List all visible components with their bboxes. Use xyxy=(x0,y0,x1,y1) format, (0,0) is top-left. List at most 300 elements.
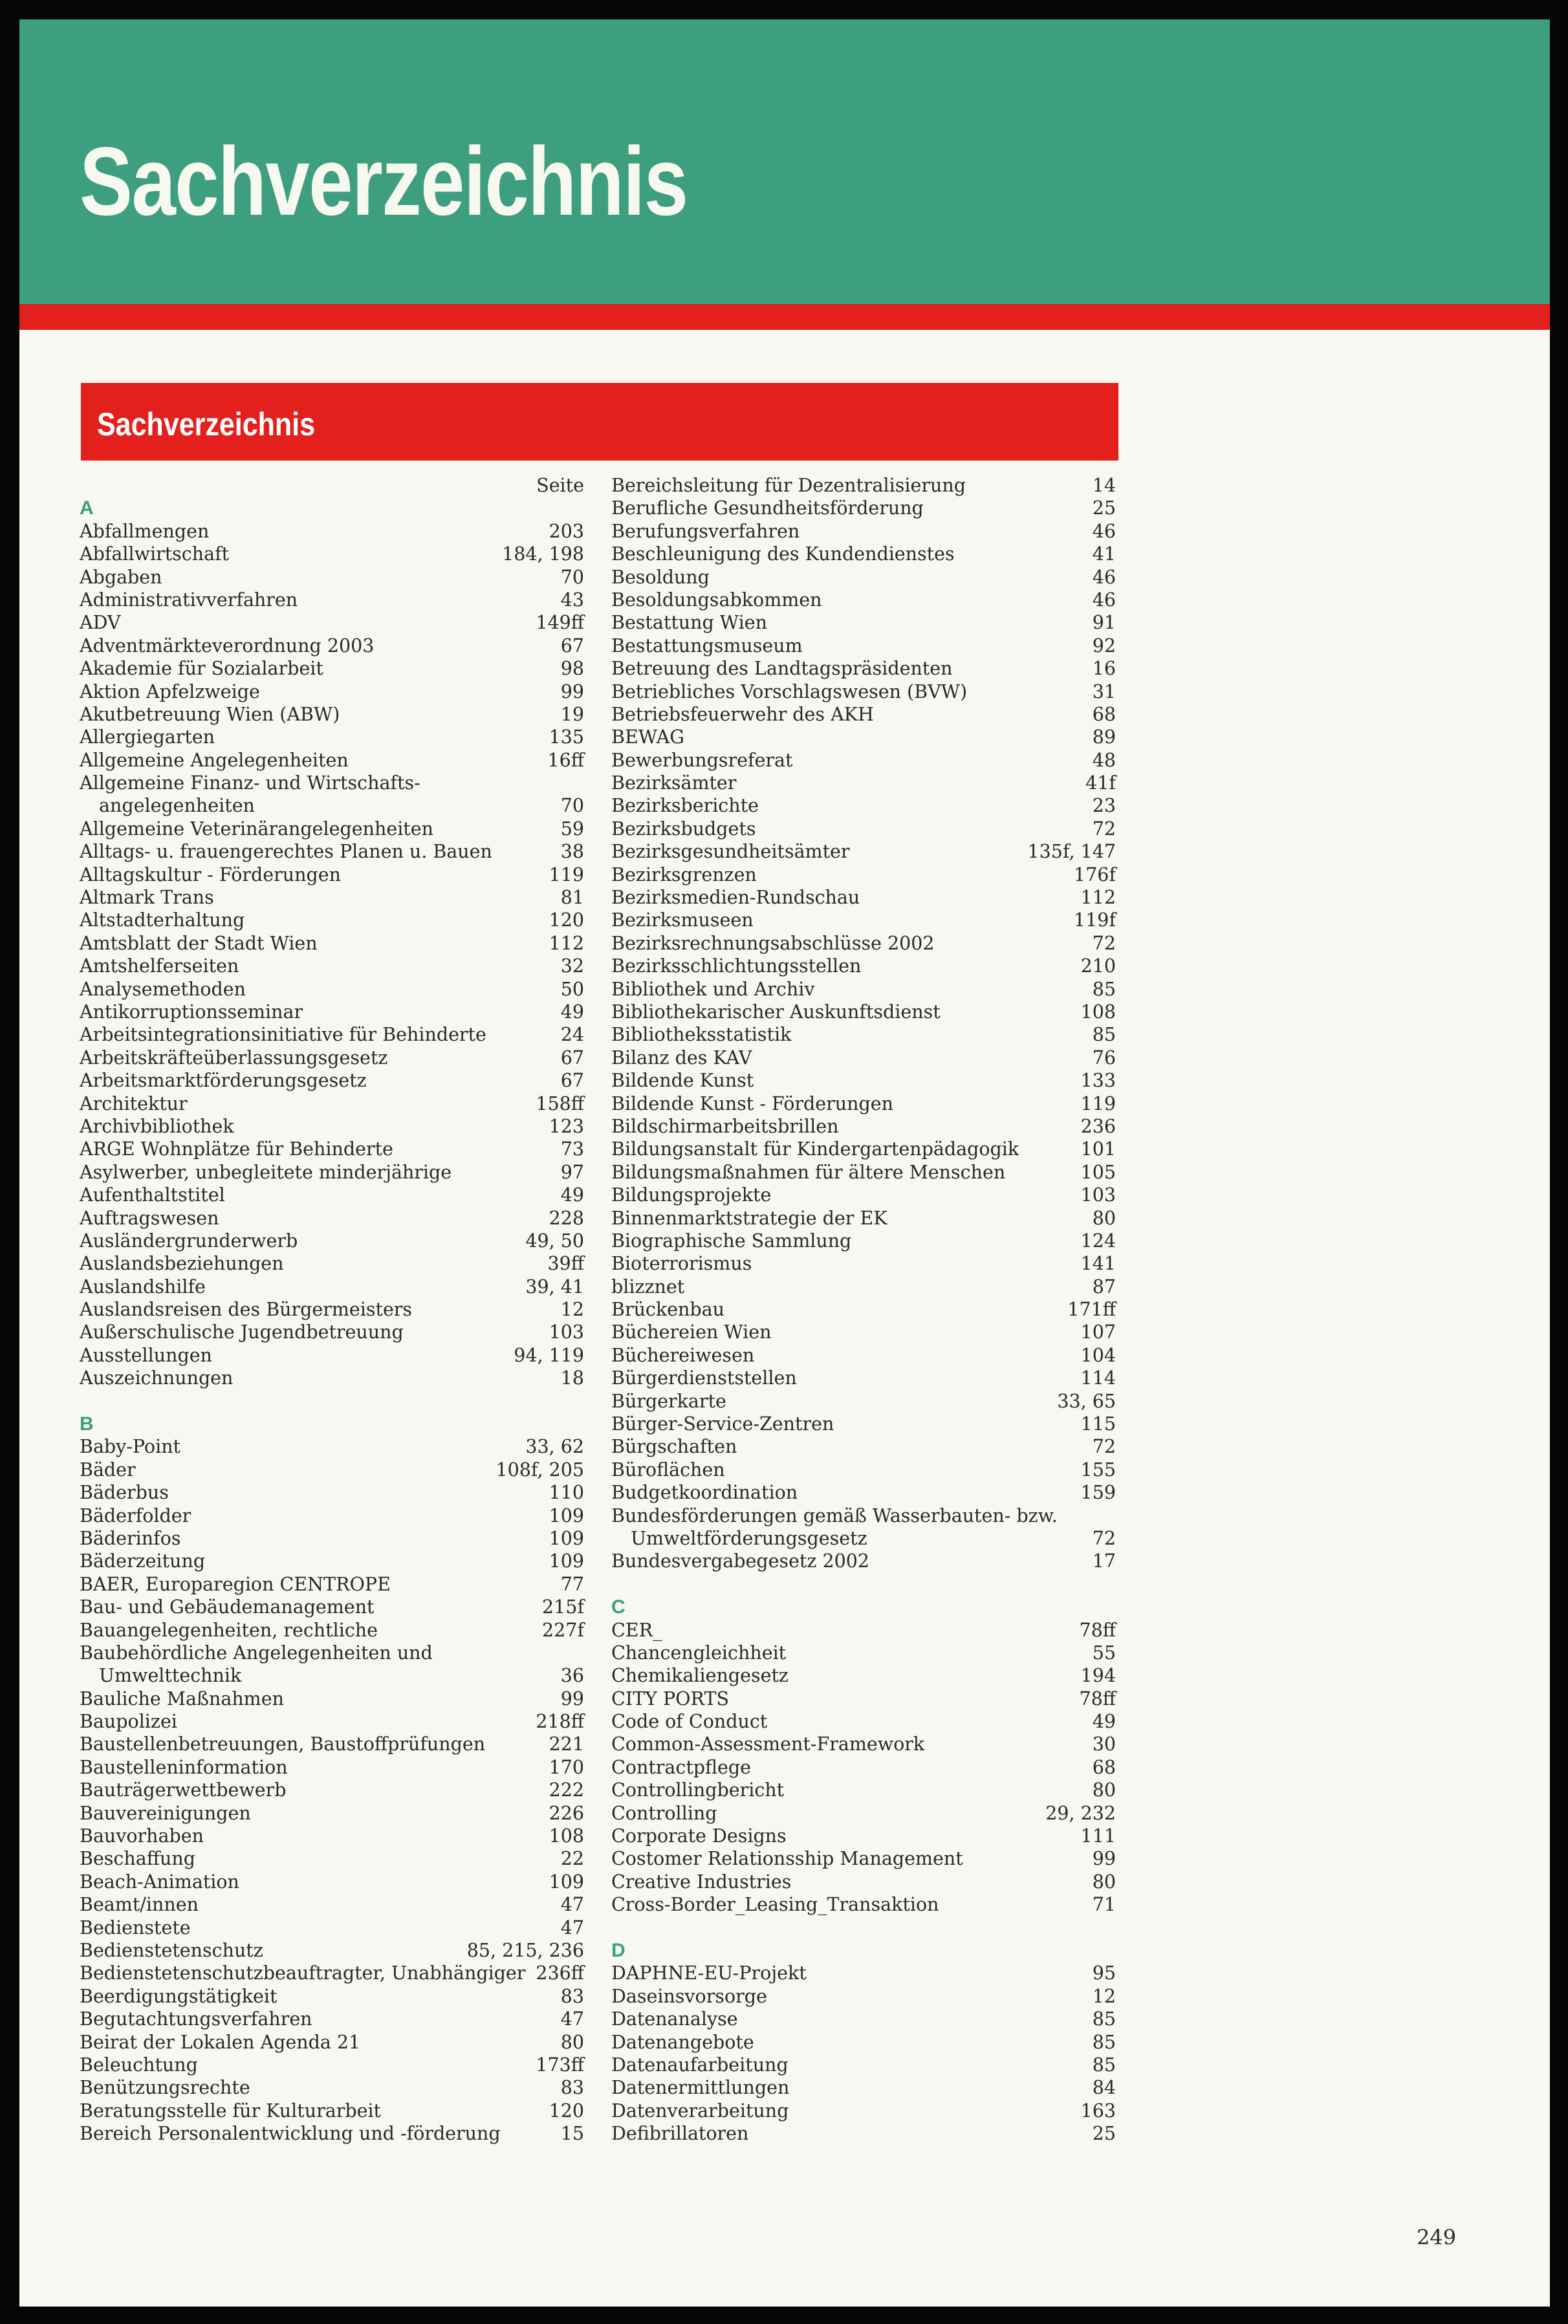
index-entry xyxy=(611,520,1116,543)
index-page-ref: 31 xyxy=(1092,680,1116,702)
index-page-ref: 83 xyxy=(560,1985,584,2007)
index-page-ref: 33, 62 xyxy=(525,1436,584,1458)
index-term: BEWAG xyxy=(611,726,684,748)
index-entry xyxy=(80,1298,584,1321)
index-term: Bezirksgesundheitsämter xyxy=(611,841,850,863)
index-term: Bereich Personalentwicklung und -förderung xyxy=(80,2123,501,2145)
index-term: Bauträgerwettbewerb xyxy=(80,1779,287,1801)
index-page-ref: 109 xyxy=(549,1527,584,1549)
index-page-ref: 135 xyxy=(549,726,584,748)
index-entry xyxy=(80,1435,584,1458)
index-entry xyxy=(80,1115,584,1138)
index-entry xyxy=(80,657,584,680)
index-page-ref: 36 xyxy=(560,1665,584,1687)
index-page-ref: 80 xyxy=(1092,1207,1116,1229)
index-page-ref: 119 xyxy=(549,863,584,885)
index-page-ref: 24 xyxy=(560,1024,584,1046)
index-term: Bürgerdienststellen xyxy=(611,1367,797,1389)
index-term: Archivbibliothek xyxy=(80,1115,234,1137)
index-term: Auszeichnungen xyxy=(80,1367,234,1389)
header-band xyxy=(19,19,1550,304)
header-divider xyxy=(19,304,1550,330)
index-term: Beschleunigung des Kundendienstes xyxy=(611,543,955,565)
index-page-ref: 123 xyxy=(549,1115,584,1137)
index-page-ref: 120 xyxy=(549,2100,584,2122)
index-entry xyxy=(80,1802,584,1825)
index-term: Bewerbungsreferat xyxy=(611,749,793,771)
index-term: Datenermittlungen xyxy=(611,2077,790,2099)
index-page-ref: 47 xyxy=(560,2008,584,2030)
index-page-ref: 99 xyxy=(560,1688,584,1710)
index-page-ref: 170 xyxy=(549,1756,584,1778)
index-entry xyxy=(611,1413,1116,1435)
index-entry xyxy=(611,1367,1116,1389)
index-entry xyxy=(80,2100,584,2122)
index-page-ref: 99 xyxy=(1092,1848,1116,1870)
index-page-ref: 22 xyxy=(560,1848,584,1870)
index-page-ref: 12 xyxy=(560,1299,584,1321)
index-page-ref: 72 xyxy=(1092,1527,1116,1549)
index-term: Bildschirmarbeitsbrillen xyxy=(611,1115,839,1137)
index-entry xyxy=(80,955,584,977)
index-entry xyxy=(80,1596,584,1618)
index-term: Außerschulische Jugendbetreuung xyxy=(80,1321,404,1343)
index-page-ref: 210 xyxy=(1080,955,1116,977)
page-title: Sachverzeichnis xyxy=(80,127,688,235)
index-term: Beirat der Lokalen Agenda 21 xyxy=(80,2031,361,2053)
index-term: Analysemethoden xyxy=(80,978,246,1000)
index-term: Bedienstete xyxy=(80,1917,191,1938)
index-term: DAPHNE-EU-Projekt xyxy=(611,1962,807,1984)
index-page-ref: 81 xyxy=(560,887,584,909)
index-page-ref: 163 xyxy=(1080,2100,1116,2122)
index-page-ref: 109 xyxy=(549,1504,584,1526)
index-term: Datenaufarbeitung xyxy=(611,2054,789,2076)
index-term: Altstadterhaltung xyxy=(80,909,245,931)
index-entry xyxy=(611,1252,1116,1275)
index-term: Bestattung Wien xyxy=(611,612,767,634)
index-page-ref: 83 xyxy=(560,2077,584,2099)
index-term: Defibrillatoren xyxy=(611,2123,749,2145)
index-entry xyxy=(80,703,584,726)
index-page-ref: 87 xyxy=(1092,1276,1116,1298)
index-entry xyxy=(611,1069,1116,1092)
index-entry xyxy=(80,1047,584,1069)
index-entry xyxy=(80,1825,584,1847)
index-entry xyxy=(611,1001,1116,1023)
index-page-ref: 80 xyxy=(560,2031,584,2053)
index-entry xyxy=(611,1344,1116,1367)
index-term: Akutbetreuung Wien (ABW) xyxy=(80,703,340,725)
index-term: Datenanalyse xyxy=(611,2008,738,2030)
index-page-ref: 12 xyxy=(1092,1985,1116,2007)
index-page-ref: 41 xyxy=(1092,543,1116,565)
index-entry xyxy=(80,1688,584,1710)
index-entry xyxy=(611,749,1116,772)
index-page-ref: 149ff xyxy=(536,612,584,634)
index-page-ref: 33, 65 xyxy=(1057,1390,1116,1412)
index-term: Baubehördliche Angelegenheiten und xyxy=(80,1642,433,1664)
index-page-ref: 89 xyxy=(1092,726,1116,748)
index-page-ref: 48 xyxy=(1092,749,1116,771)
index-page-ref: 104 xyxy=(1080,1344,1116,1366)
index-entry xyxy=(80,2054,584,2076)
index-entry xyxy=(80,1367,584,1389)
index-page-ref: 108 xyxy=(1080,1001,1116,1023)
index-term: Ausländergrunderwerb xyxy=(80,1230,298,1252)
index-term: Allergiegarten xyxy=(80,726,215,748)
index-entry xyxy=(80,726,584,748)
index-page-ref: 19 xyxy=(560,703,584,725)
index-page-ref: 39ff xyxy=(547,1253,584,1275)
index-page-ref: 184, 198 xyxy=(502,543,584,565)
index-page-ref: 59 xyxy=(560,818,584,840)
index-page-ref: 25 xyxy=(1092,497,1116,519)
index-entry xyxy=(611,1276,1116,1298)
index-term: Bedienstetenschutzbeauftragter, Unabhängiger xyxy=(80,1962,526,1984)
index-term: Auslandshilfe xyxy=(80,1276,206,1298)
index-entry xyxy=(611,1161,1116,1184)
index-page-ref: 84 xyxy=(1092,2077,1116,2099)
index-term: Datenangebote xyxy=(611,2031,754,2053)
index-page-ref: 46 xyxy=(1092,520,1116,542)
index-term: Bäder xyxy=(80,1459,136,1481)
group-spacer xyxy=(611,1917,1116,1939)
index-page-ref: 109 xyxy=(549,1550,584,1572)
index-page-ref: 101 xyxy=(1080,1138,1116,1160)
index-entry xyxy=(611,1435,1116,1458)
index-entry xyxy=(611,703,1116,726)
index-entry xyxy=(611,1847,1116,1870)
index-entry xyxy=(80,1161,584,1184)
index-letter: B xyxy=(80,1413,94,1435)
index-page-ref: 236ff xyxy=(536,1962,584,1984)
index-term: Bäderinfos xyxy=(80,1527,181,1549)
index-page-ref: 108 xyxy=(549,1825,584,1847)
index-entry xyxy=(611,840,1116,863)
index-term: Auslandsbeziehungen xyxy=(80,1253,284,1275)
index-term: Betriebliches Vorschlagswesen (BVW) xyxy=(611,680,968,702)
index-page-ref: 70 xyxy=(560,795,584,817)
index-entry xyxy=(80,543,584,565)
index-page-ref: 171ff xyxy=(1067,1299,1116,1321)
index-page-ref: 119 xyxy=(1080,1092,1116,1114)
index-entry xyxy=(611,589,1116,611)
index-page-ref: 203 xyxy=(549,520,584,542)
index-letter: C xyxy=(611,1596,626,1618)
index-term: Abfallmengen xyxy=(80,520,210,542)
index-entry xyxy=(611,1871,1116,1893)
index-term: Beerdigungstätigkeit xyxy=(80,1985,278,2007)
index-entry xyxy=(80,611,584,634)
index-entry xyxy=(80,1092,584,1115)
index-entry xyxy=(611,1504,1116,1527)
index-entry xyxy=(611,1756,1116,1779)
index-page-ref: 39, 41 xyxy=(525,1276,584,1298)
index-page-ref: 49, 50 xyxy=(525,1230,584,1252)
index-page-ref: 43 xyxy=(560,589,584,611)
index-term: Bauvereinigungen xyxy=(80,1802,251,1824)
index-entry xyxy=(80,1573,584,1596)
index-term: Bestattungsmuseum xyxy=(611,635,803,657)
index-page-ref: 47 xyxy=(560,1894,584,1916)
index-entry xyxy=(611,1893,1116,1916)
index-entry xyxy=(611,1688,1116,1710)
index-term: Costomer Relationsship Management xyxy=(611,1848,963,1870)
index-entry xyxy=(611,1664,1116,1687)
index-term: Begutachtungsverfahren xyxy=(80,2008,312,2030)
index-page-ref: 85 xyxy=(1092,978,1116,1000)
index-entry xyxy=(80,1184,584,1206)
index-entry xyxy=(80,520,584,543)
index-entry xyxy=(80,589,584,611)
index-page-ref: 73 xyxy=(560,1138,584,1160)
group-spacer xyxy=(611,1573,1116,1596)
index-term: Büroflächen xyxy=(611,1459,725,1481)
index-entry xyxy=(611,818,1116,840)
index-entry xyxy=(611,1390,1116,1413)
section-header xyxy=(81,383,1118,461)
index-term: Besoldungsabkommen xyxy=(611,589,822,611)
index-page-ref: 70 xyxy=(560,566,584,588)
index-term: Arbeitskräfteüberlassungsgesetz xyxy=(80,1047,388,1069)
index-page-ref: 112 xyxy=(549,932,584,954)
index-term: Baustelleninformation xyxy=(80,1756,288,1778)
index-page-ref: 124 xyxy=(1080,1230,1116,1252)
index-entry xyxy=(80,1642,584,1664)
index-page-ref: 176f xyxy=(1074,863,1116,885)
index-term: Bezirksämter xyxy=(611,772,737,794)
index-entry xyxy=(611,1733,1116,1755)
index-page-ref: 16ff xyxy=(547,749,584,771)
index-entry xyxy=(611,886,1116,909)
index-entry xyxy=(80,1871,584,1893)
index-page-ref: 158ff xyxy=(536,1092,584,1114)
index-page-ref: 155 xyxy=(1080,1459,1116,1481)
index-entry xyxy=(611,1962,1116,1984)
index-term: Baby-Point xyxy=(80,1436,181,1458)
index-term: Bildungsprojekte xyxy=(611,1184,772,1206)
index-term: Bezirksbudgets xyxy=(611,818,756,840)
index-entry xyxy=(611,1642,1116,1664)
index-term: Bereichsleitung für Dezentralisierung xyxy=(611,475,966,496)
index-entry xyxy=(611,863,1116,886)
index-page-ref: 50 xyxy=(560,978,584,1000)
index-entry xyxy=(611,1047,1116,1069)
index-page-ref: 25 xyxy=(1092,2123,1116,2145)
index-term: Bildende Kunst - Förderungen xyxy=(611,1092,893,1114)
index-entry xyxy=(80,1276,584,1298)
index-term: Umweltförderungsgesetz xyxy=(631,1527,867,1549)
index-term: Bezirksgrenzen xyxy=(611,863,757,885)
index-page-ref: 97 xyxy=(560,1161,584,1183)
index-term: Bildungsanstalt für Kindergartenpädagogik xyxy=(611,1138,1019,1160)
index-entry xyxy=(80,2031,584,2054)
index-page-ref: 72 xyxy=(1092,932,1116,954)
index-page-ref: 71 xyxy=(1092,1894,1116,1916)
index-page-ref: 72 xyxy=(1092,818,1116,840)
index-term: Cross-Border_Leasing_Transaktion xyxy=(611,1894,939,1916)
index-entry xyxy=(80,1847,584,1870)
index-entry xyxy=(80,1069,584,1092)
index-entry xyxy=(611,1481,1116,1504)
index-letter: A xyxy=(80,497,94,519)
index-term: Baupolizei xyxy=(80,1711,177,1733)
index-term: Bezirksmuseen xyxy=(611,909,754,931)
index-entry xyxy=(80,1252,584,1275)
index-page-ref: 109 xyxy=(549,1871,584,1893)
index-page-ref: 218ff xyxy=(536,1711,584,1733)
index-term: CER_ xyxy=(611,1619,662,1641)
index-term: Aktion Apfelzweige xyxy=(80,680,260,702)
index-term: Controlling xyxy=(611,1802,717,1824)
index-page-ref: 173ff xyxy=(536,2054,584,2076)
index-term: Corporate Designs xyxy=(611,1825,787,1847)
index-term: Bildungsmaßnahmen für ältere Menschen xyxy=(611,1161,1006,1183)
index-page-ref: 78ff xyxy=(1079,1688,1116,1710)
index-page-ref: 78ff xyxy=(1079,1619,1116,1641)
index-term: ADV xyxy=(80,612,121,634)
index-page-ref: 77 xyxy=(560,1573,584,1595)
index-term: Beleuchtung xyxy=(80,2054,198,2076)
index-term: Controllingbericht xyxy=(611,1779,785,1801)
index-term: Arbeitsmarktförderungsgesetz xyxy=(80,1070,367,1092)
index-term: Auftragswesen xyxy=(80,1207,219,1229)
index-entry xyxy=(80,772,584,794)
index-entry xyxy=(80,566,584,589)
index-entry xyxy=(611,955,1116,977)
index-term: Besoldung xyxy=(611,566,710,588)
index-page-ref: 67 xyxy=(560,1047,584,1069)
index-entry xyxy=(611,566,1116,589)
index-term: Bilanz des KAV xyxy=(611,1047,752,1069)
index-entry xyxy=(611,611,1116,634)
index-entry xyxy=(80,635,584,657)
index-entry xyxy=(80,1756,584,1779)
index-term: Bezirksrechnungsabschlüsse 2002 xyxy=(611,932,935,954)
index-term: Beratungsstelle für Kulturarbeit xyxy=(80,2100,382,2122)
index-term: Benützungsrechte xyxy=(80,2077,250,2099)
index-entry xyxy=(80,2122,584,2145)
index-page-ref: 141 xyxy=(1080,1253,1116,1275)
index-term: Asylwerber, unbegleitete minderjährige xyxy=(80,1161,452,1183)
index-term: Bedienstetenschutz xyxy=(80,1940,263,1961)
index-entry xyxy=(80,1619,584,1642)
index-entry xyxy=(611,1230,1116,1252)
index-term: Allgemeine Finanz- und Wirtschafts- xyxy=(80,772,420,794)
index-entry xyxy=(611,2031,1116,2054)
index-entry xyxy=(80,1710,584,1733)
index-term: Administrativverfahren xyxy=(80,589,298,611)
index-term: Aufenthaltstitel xyxy=(80,1184,225,1206)
index-term: Bauangelegenheiten, rechtliche xyxy=(80,1619,378,1641)
index-entry xyxy=(80,1459,584,1481)
index-page-ref: 194 xyxy=(1080,1665,1116,1687)
index-entry xyxy=(611,1023,1116,1046)
index-term: Adventmärkteverordnung 2003 xyxy=(80,635,375,657)
index-page-ref: 159 xyxy=(1080,1482,1116,1504)
index-entry xyxy=(611,1184,1116,1206)
index-page-ref: 23 xyxy=(1092,795,1116,817)
index-entry xyxy=(611,1710,1116,1733)
index-term: Abgaben xyxy=(80,566,162,588)
index-term: Bäderbus xyxy=(80,1482,169,1504)
index-term: Chancengleichheit xyxy=(611,1642,787,1664)
index-term: Budgetkoordination xyxy=(611,1482,798,1504)
index-term: Bezirksberichte xyxy=(611,795,759,817)
index-page-ref: 111 xyxy=(1080,1825,1116,1847)
index-entry xyxy=(80,1023,584,1046)
index-page-ref: 68 xyxy=(1092,703,1116,725)
index-entry xyxy=(611,1779,1116,1801)
index-page-ref: 49 xyxy=(560,1001,584,1023)
index-entry xyxy=(611,1207,1116,1230)
index-term: Bauliche Maßnahmen xyxy=(80,1688,284,1710)
index-page-ref: 94, 119 xyxy=(514,1344,584,1366)
index-page-ref: 119f xyxy=(1074,909,1116,931)
index-entry xyxy=(611,1985,1116,2008)
index-term: Daseinsvorsorge xyxy=(611,1985,767,2007)
index-term: Umwelttechnik xyxy=(99,1665,242,1687)
index-page-ref: 105 xyxy=(1080,1161,1116,1183)
index-entry xyxy=(611,680,1116,703)
index-entry xyxy=(611,2100,1116,2122)
index-entry xyxy=(80,1321,584,1343)
index-term: Betriebsfeuerwehr des AKH xyxy=(611,703,874,725)
index-term: Bundesförderungen gemäß Wasserbauten- bzw. xyxy=(611,1504,1058,1526)
index-page-ref: 115 xyxy=(1080,1413,1116,1435)
index-term: Bürger-Service-Zentren xyxy=(611,1413,834,1435)
index-term: BAER, Europaregion CENTROPE xyxy=(80,1573,391,1595)
index-page-ref: 108f, 205 xyxy=(495,1459,584,1481)
index-entry xyxy=(80,863,584,886)
index-page-ref: 46 xyxy=(1092,566,1116,588)
index-term: Beach-Animation xyxy=(80,1871,239,1893)
index-entry xyxy=(80,794,584,817)
index-entry xyxy=(611,1092,1116,1115)
index-page-ref: 80 xyxy=(1092,1779,1116,1801)
index-entry xyxy=(80,1893,584,1916)
index-term: Chemikaliengesetz xyxy=(611,1665,789,1687)
index-term: Code of Conduct xyxy=(611,1711,768,1733)
index-letter: D xyxy=(611,1940,626,1961)
index-page-ref: 114 xyxy=(1080,1367,1116,1389)
index-page-ref: 85 xyxy=(1092,2008,1116,2030)
index-entry xyxy=(80,1344,584,1367)
index-term: blizznet xyxy=(611,1276,685,1298)
index-entry xyxy=(611,909,1116,931)
index-page-ref: 221 xyxy=(549,1733,584,1755)
index-page-ref: 226 xyxy=(549,1802,584,1824)
index-term: Allgemeine Angelegenheiten xyxy=(80,749,349,771)
index-term: ARGE Wohnplätze für Behinderte xyxy=(80,1138,393,1160)
index-entry xyxy=(80,1230,584,1252)
index-entry xyxy=(80,978,584,1001)
index-term: Arbeitsintegrationsinitiative für Behinderte xyxy=(80,1024,486,1046)
index-page-ref: 47 xyxy=(560,1917,584,1938)
index-entry xyxy=(611,1298,1116,1321)
index-term: Bezirksmedien-Rundschau xyxy=(611,887,860,909)
index-entry xyxy=(611,497,1116,519)
index-entry xyxy=(80,1962,584,1984)
index-term: Bäderfolder xyxy=(80,1504,191,1526)
index-term: Bildende Kunst xyxy=(611,1070,754,1092)
index-term: Bau- und Gebäudemanagement xyxy=(80,1596,375,1618)
index-term: Binnenmarktstrategie der EK xyxy=(611,1207,887,1229)
index-page-ref: 49 xyxy=(1092,1711,1116,1733)
index-page-ref: 76 xyxy=(1092,1047,1116,1069)
index-term: Bibliothekarischer Auskunftsdienst xyxy=(611,1001,941,1023)
